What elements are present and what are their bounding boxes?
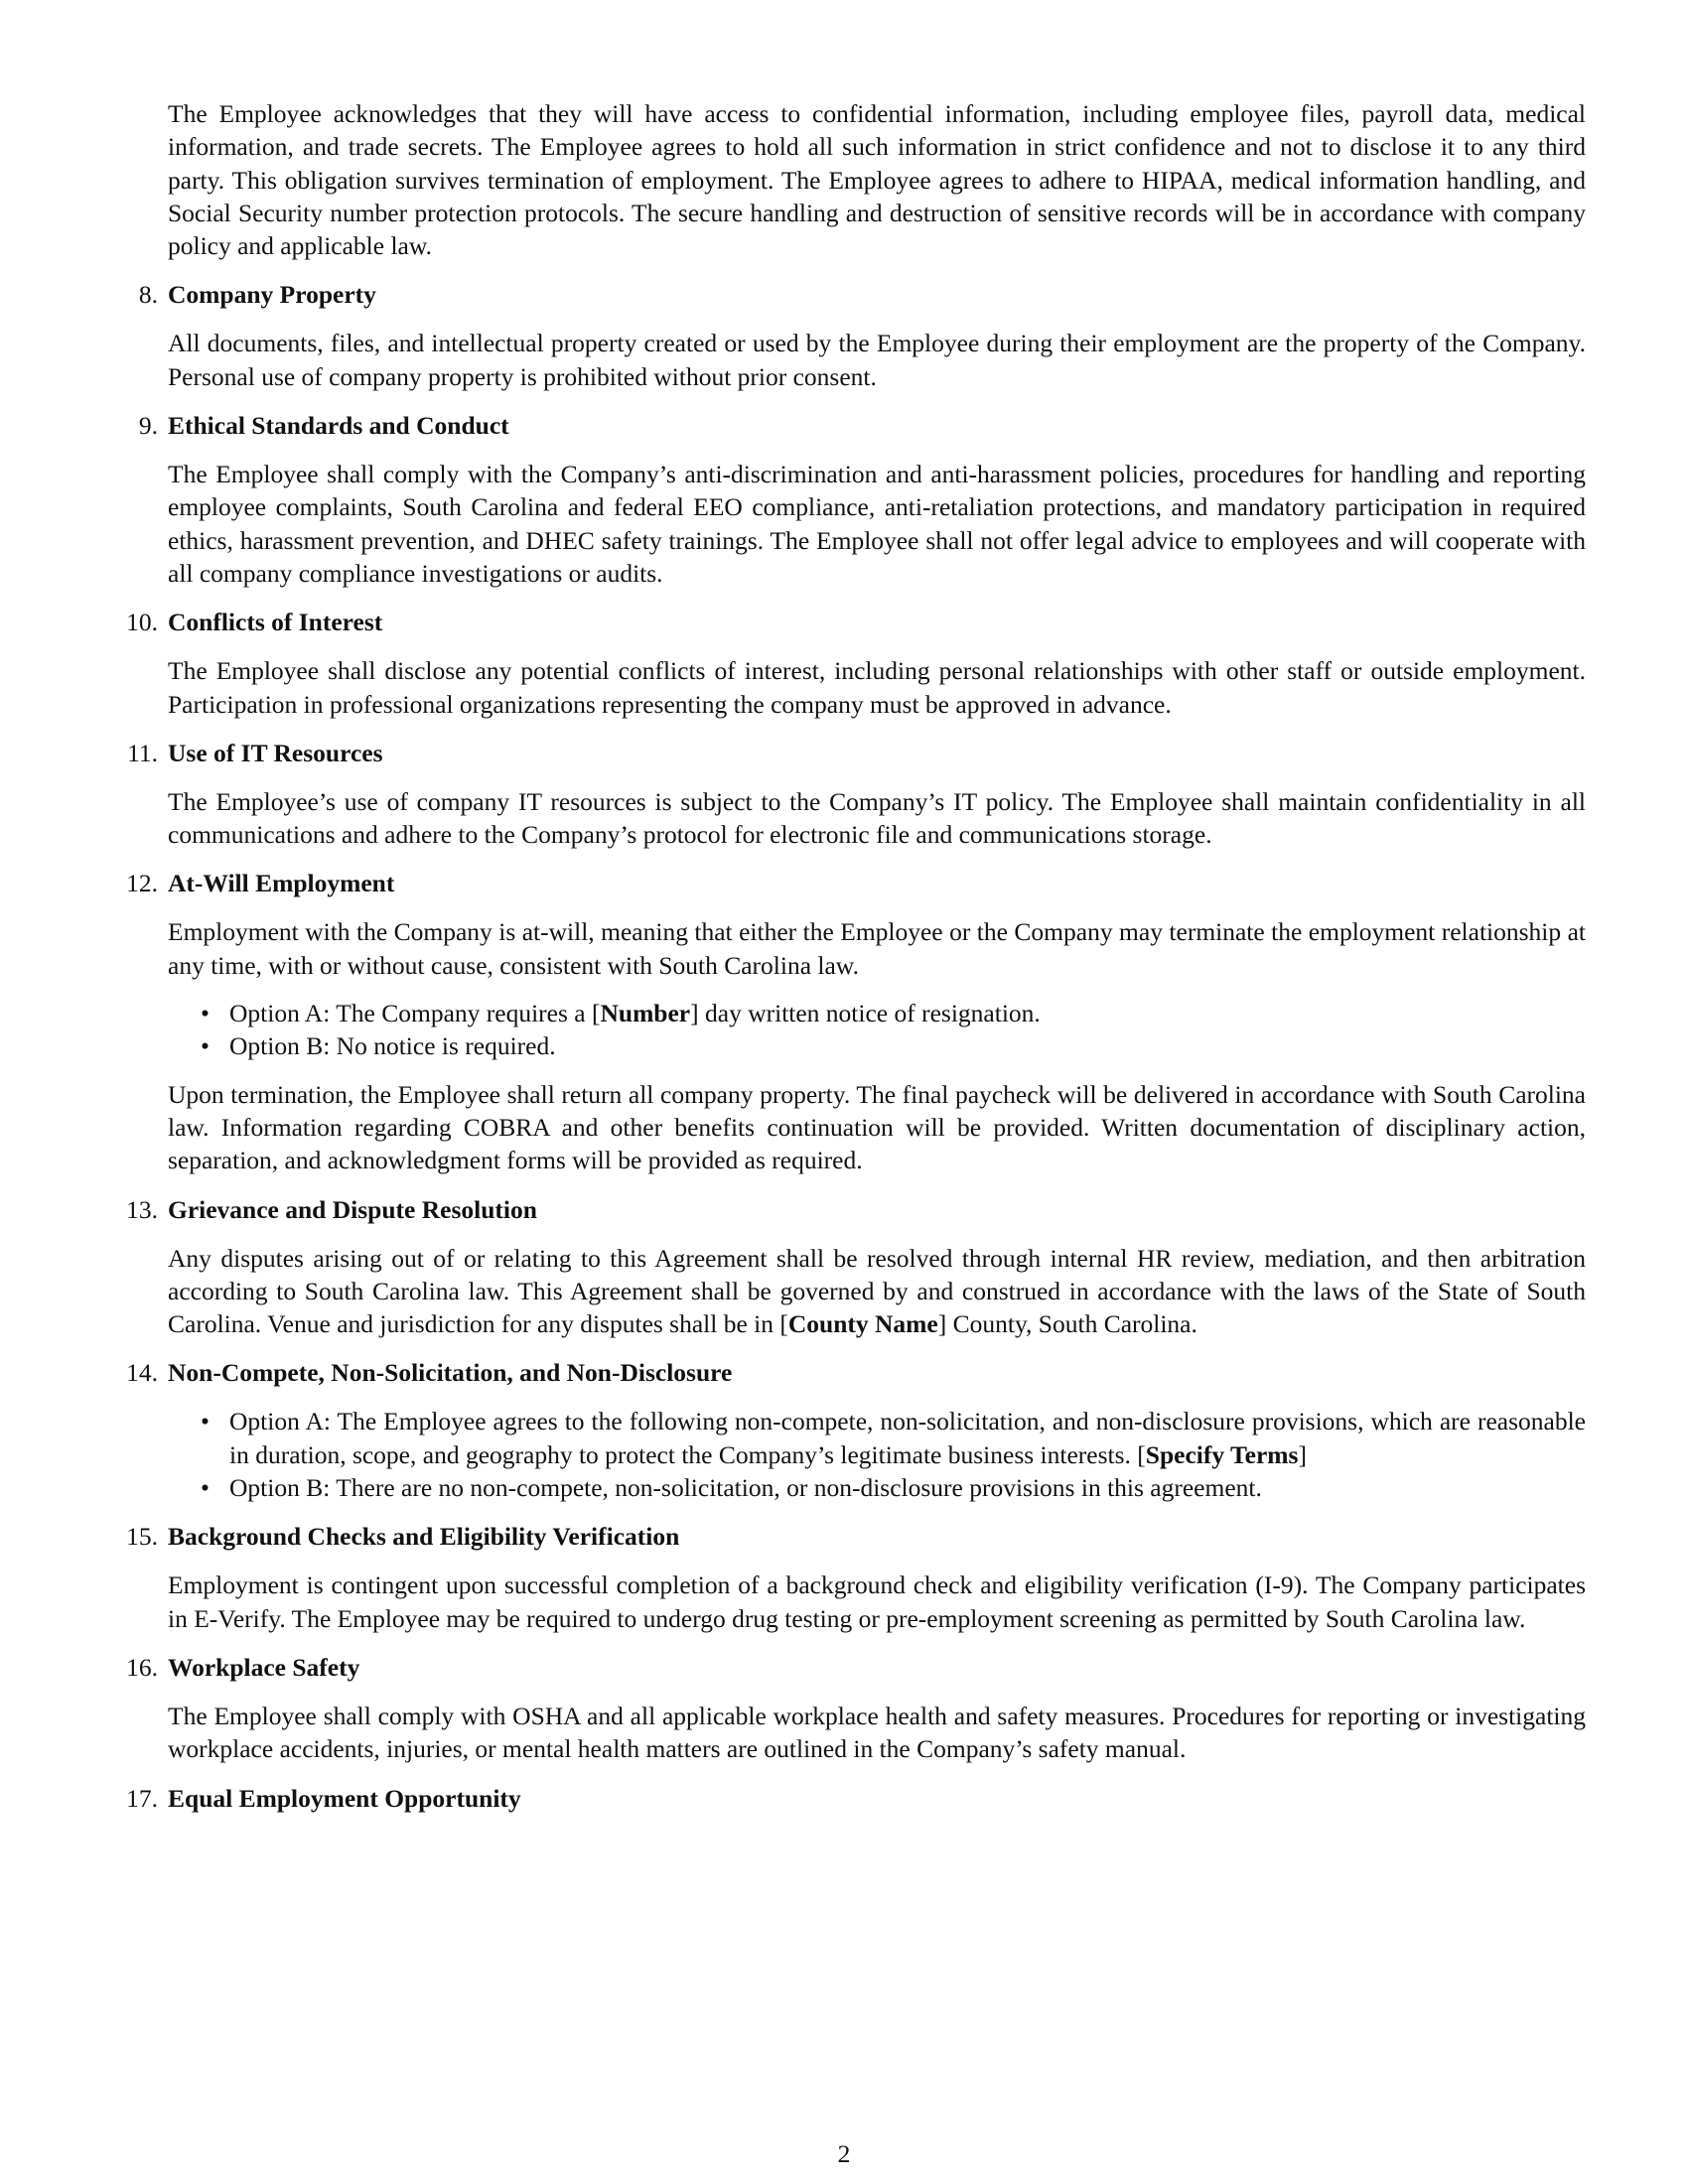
section-heading — [126, 867, 1586, 900]
section-title: Use of IT Resources — [168, 738, 383, 767]
section-number: 16. — [126, 1652, 158, 1682]
section-heading — [126, 1356, 1586, 1390]
intro-paragraph: The Employee acknowledges that they will have access to confidential information, including employee files, payroll data, medical information, and trade secrets. The Employee agrees to hold all such information in strict confidence and not to disclose it to any third party. This obligation survives termination of employment. The Employee agrees to adhere to HIPAA, medical information handling, and Social Security number protection protocols. The secure handling and destruction of sensitive records will be in accordance with company policy and applicable law. — [168, 99, 1586, 261]
section-title: Workplace Safety — [168, 1652, 360, 1682]
section-paragraph: The Employee shall disclose any potential conflicts of interest, including personal relationships with other staff or outside employment. Participation in professional organizations representing the company must be approved in advance. — [168, 656, 1586, 719]
placeholder-county-name: County Name — [787, 1309, 938, 1339]
section-heading — [127, 737, 1586, 770]
section-number: 11. — [127, 738, 158, 767]
section-heading — [126, 1651, 1586, 1685]
option-text: Option A: The Employee agrees to the following non-compete, non-solicitation, and non-disclosure provisions, which are reasonable in duration, scope, and geography to protect the Company’s legitimate business interests. [ — [229, 1407, 1586, 1469]
section-paragraph — [168, 1242, 1586, 1341]
section-workplace-safety — [126, 1651, 1586, 1766]
section-heading — [126, 1520, 1586, 1554]
section-title: At-Will Employment — [168, 869, 395, 898]
section-paragraph: The Employee’s use of company IT resources is subject to the Company’s IT policy. The Employee shall maintain confidentiality in all communications and adhere to the Company’s protocol for electronic file and communications storage. — [168, 786, 1586, 850]
section-at-will-employment — [126, 867, 1586, 1176]
section-it-resources — [127, 737, 1586, 852]
section-paragraph: Employment is contingent upon successful completion of a background check and eligibility verification (I-9). The Company participates in E-Verify. The Employee may be required to undergo drug testing or pre-employment screening as permitted by South Carolina law. — [168, 1570, 1586, 1633]
section-grievance — [126, 1193, 1586, 1341]
list-item-option-a — [168, 997, 1586, 1029]
section-title: Ethical Standards and Conduct — [168, 411, 509, 441]
section-title: Company Property — [168, 280, 376, 310]
section-number: 17. — [126, 1783, 158, 1813]
option-text: ] — [1298, 1439, 1307, 1469]
section-conflicts-of-interest — [126, 606, 1586, 721]
option-list — [168, 997, 1586, 1063]
section-title: Equal Employment Opportunity — [168, 1783, 521, 1813]
section-number: 13. — [126, 1194, 158, 1224]
option-text: ] day written notice of resignation. — [690, 999, 1041, 1028]
section-title: Non-Compete, Non-Solicitation, and Non-Disclosure — [168, 1358, 733, 1388]
section-non-compete — [126, 1356, 1586, 1504]
section-number: 10. — [126, 608, 158, 637]
section-heading — [138, 278, 1586, 312]
placeholder-number: Number — [600, 999, 691, 1028]
paragraph-text: Any disputes arising out of or relating to this Agreement shall be resolved through internal HR review, mediation, and then arbitration according to South Carolina law. This Agreement shall be governed by and construed in accordance with the laws of the State of South Carolina. Venue and jurisdiction for any disputes shall be in [ — [168, 1243, 1586, 1339]
section-number: 14. — [126, 1358, 158, 1388]
list-item-option-a — [168, 1405, 1586, 1471]
section-heading — [126, 1193, 1586, 1227]
section-number: 15. — [126, 1522, 158, 1552]
section-number: 9. — [138, 411, 158, 441]
section-equal-employment — [126, 1782, 1586, 1816]
section-paragraph: Employment with the Company is at-will, meaning that either the Employee or the Company may terminate the employment relationship at any time, with or without cause, consistent with South Carolina law. — [168, 917, 1586, 980]
page-number: 2 — [837, 2139, 851, 2168]
option-list — [168, 1405, 1586, 1504]
section-number: 8. — [138, 280, 158, 310]
list-item-option-b: • Option B: There are no non-compete, non-solicitation, or non-disclosure provisions in this agreement. — [168, 1471, 1586, 1504]
section-title: Background Checks and Eligibility Verification — [168, 1522, 680, 1552]
section-heading — [126, 1782, 1586, 1816]
paragraph-text: ] County, South Carolina. — [937, 1309, 1197, 1339]
section-background-checks — [126, 1520, 1586, 1635]
section-paragraph: The Employee shall comply with OSHA and all applicable workplace health and safety measures. Procedures for reporting or investigating workplace accidents, injuries, or mental health matters are outlined in the Company’s safety manual. — [168, 1701, 1586, 1764]
section-ethical-standards — [138, 409, 1586, 590]
placeholder-specify-terms: Specify Terms — [1145, 1439, 1299, 1469]
section-company-property — [138, 278, 1586, 393]
section-heading — [138, 409, 1586, 443]
section-number: 12. — [126, 869, 158, 898]
section-title: Conflicts of Interest — [168, 608, 383, 637]
section-paragraph: The Employee shall comply with the Company’s anti-discrimination and anti-harassment policies, procedures for handling and reporting employee complaints, South Carolina and federal EEO compliance, anti-retaliation protections, and mandatory participation in required ethics, harassment prevention, and DHEC safety trainings. The Employee shall not offer legal advice to employees and will cooperate with all company compliance investigations or audits. — [168, 460, 1586, 588]
list-item-option-b: • Option B: No notice is required. — [168, 1029, 1586, 1062]
section-heading — [126, 606, 1586, 639]
document-page — [126, 97, 1586, 1832]
section-paragraph-2: Upon termination, the Employee shall return all company property. The final paycheck will be delivered in accordance with South Carolina law. Information regarding COBRA and other benefits continuation will be provided. Written documentation of disciplinary action, separation, and acknowledgment forms will be provided as required. — [168, 1079, 1586, 1175]
section-paragraph: All documents, files, and intellectual property created or used by the Employee during their employment are the property of the Company. Personal use of company property is prohibited without prior consent. — [168, 329, 1586, 391]
section-title: Grievance and Dispute Resolution — [168, 1194, 537, 1224]
option-text: Option A: The Company requires a [ — [229, 999, 601, 1028]
